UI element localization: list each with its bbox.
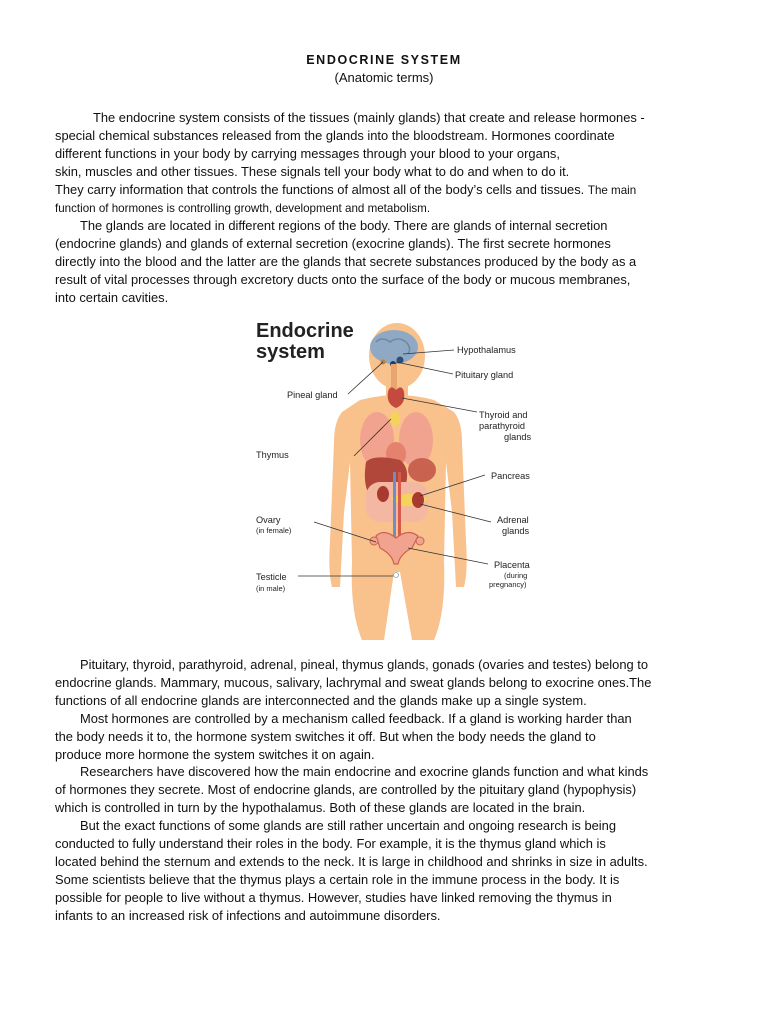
text-line: Researchers have discovered how the main endocrine and exocrine glands function and what kinds <box>80 764 649 780</box>
body-paragraphs <box>55 656 715 925</box>
label-hypothalamus: Hypothalamus <box>457 345 516 355</box>
label-ovary-note: (in female) <box>256 526 292 535</box>
intro-paragraphs <box>55 109 715 307</box>
text-line: The endocrine system consists of the tissues (mainly glands) that create and release hormones - <box>93 110 645 125</box>
endocrine-diagram <box>250 312 550 642</box>
text-line-part: They carry information that controls the functions of almost all of the body’s cells and tissues. <box>55 181 585 197</box>
label-parathyroid: parathyroid <box>479 421 525 431</box>
text-line: produce more hormone the system switches it on again. <box>55 746 375 762</box>
text-line: function of hormones is controlling growth, development and metabolism. <box>55 201 431 215</box>
text-line: Pituitary, thyroid, parathyroid, adrenal, pineal, thymus glands, gonads (ovaries and testes) belong to <box>80 657 648 672</box>
text-line: Some scientists believe that the thymus plays a certain role in the immune process in the body. It is <box>55 871 620 887</box>
endocrine-system-figure <box>250 312 550 642</box>
text-line: special chemical substances released from the glands into the bloodstream. Hormones coordinate <box>55 127 615 143</box>
label-thyroid: Thyroid and <box>479 410 528 420</box>
text-line-part: The main <box>587 183 637 197</box>
text-line: (endocrine glands) and glands of external secretion (exocrine glands). The first secrete hormones <box>55 236 611 252</box>
text-line: Most hormones are controlled by a mechanism called feedback. If a gland is working harder than <box>80 710 632 726</box>
text-line: the body needs it to, the hormone system switches it off. But when the body needs the gland to <box>55 728 596 744</box>
label-adrenal: Adrenal <box>497 515 529 525</box>
text-line: infants to an increased risk of infections and autoimmune disorders. <box>55 907 441 923</box>
text-line: into certain cavities. <box>55 290 169 306</box>
thymus-icon <box>390 412 400 426</box>
text-line: functions of all endocrine glands are interconnected and the glands make up a single system. <box>55 692 587 708</box>
document-subtitle: (Anatomic terms) <box>334 70 434 85</box>
label-testicle: Testicle <box>256 572 287 582</box>
text-line: skin, muscles and other tissues. These signals tell your body what to do and when to do it. <box>55 163 570 179</box>
label-thymus: Thymus <box>256 450 289 460</box>
figure-title-line1: Endocrine <box>256 320 354 342</box>
text-line: But the exact functions of some glands are still rather uncertain and ongoing research is being <box>80 818 616 834</box>
label-placenta-note1: (during <box>504 571 528 580</box>
text-line: located behind the sternum and extends to the neck. It is large in childhood and shrinks in size in adults. <box>55 853 648 869</box>
label-placenta: Placenta <box>494 560 530 570</box>
label-glands: glands <box>504 432 532 442</box>
text-line: different functions in your body by carrying messages through your blood to your organs, <box>55 145 560 161</box>
label-testicle-note: (in male) <box>256 584 286 593</box>
text-line: directly into the blood and the latter are the glands that secrete substances produced by the body as a <box>55 254 637 270</box>
text-line: conducted to fully understand their roles in the body. For example, it is the thymus gland which is <box>55 836 606 852</box>
figure-title-line2: system <box>256 341 325 363</box>
text-line <box>55 181 715 200</box>
text-line: endocrine glands. Mammary, mucous, salivary, lachrymal and sweat glands belong to exocrine ones.The <box>55 674 652 690</box>
label-adrenal-glands: glands <box>502 526 530 536</box>
label-placenta-note2: pregnancy) <box>489 580 527 589</box>
label-pineal-gland: Pineal gland <box>287 390 338 400</box>
text-line: The glands are located in different regions of the body. There are glands of internal secretion <box>80 218 608 234</box>
text-line: which is controlled in turn by the hypothalamus. Both of these glands are located in the brain. <box>55 800 586 816</box>
label-pituitary-gland: Pituitary gland <box>455 370 514 380</box>
text-line: possible for people to live without a thymus. However, studies have linked removing the thymus in <box>55 889 612 905</box>
label-pancreas: Pancreas <box>491 471 530 481</box>
label-ovary: Ovary <box>256 515 281 525</box>
text-line: result of vital processes through excretory ducts onto the surface of the body or mucous membranes, <box>55 272 631 288</box>
document-title: ENDOCRINE SYSTEM <box>306 53 462 67</box>
text-line: of hormones they secrete. Most of endocrine glands, are controlled by the pituitary gland (hypophysis) <box>55 782 637 798</box>
